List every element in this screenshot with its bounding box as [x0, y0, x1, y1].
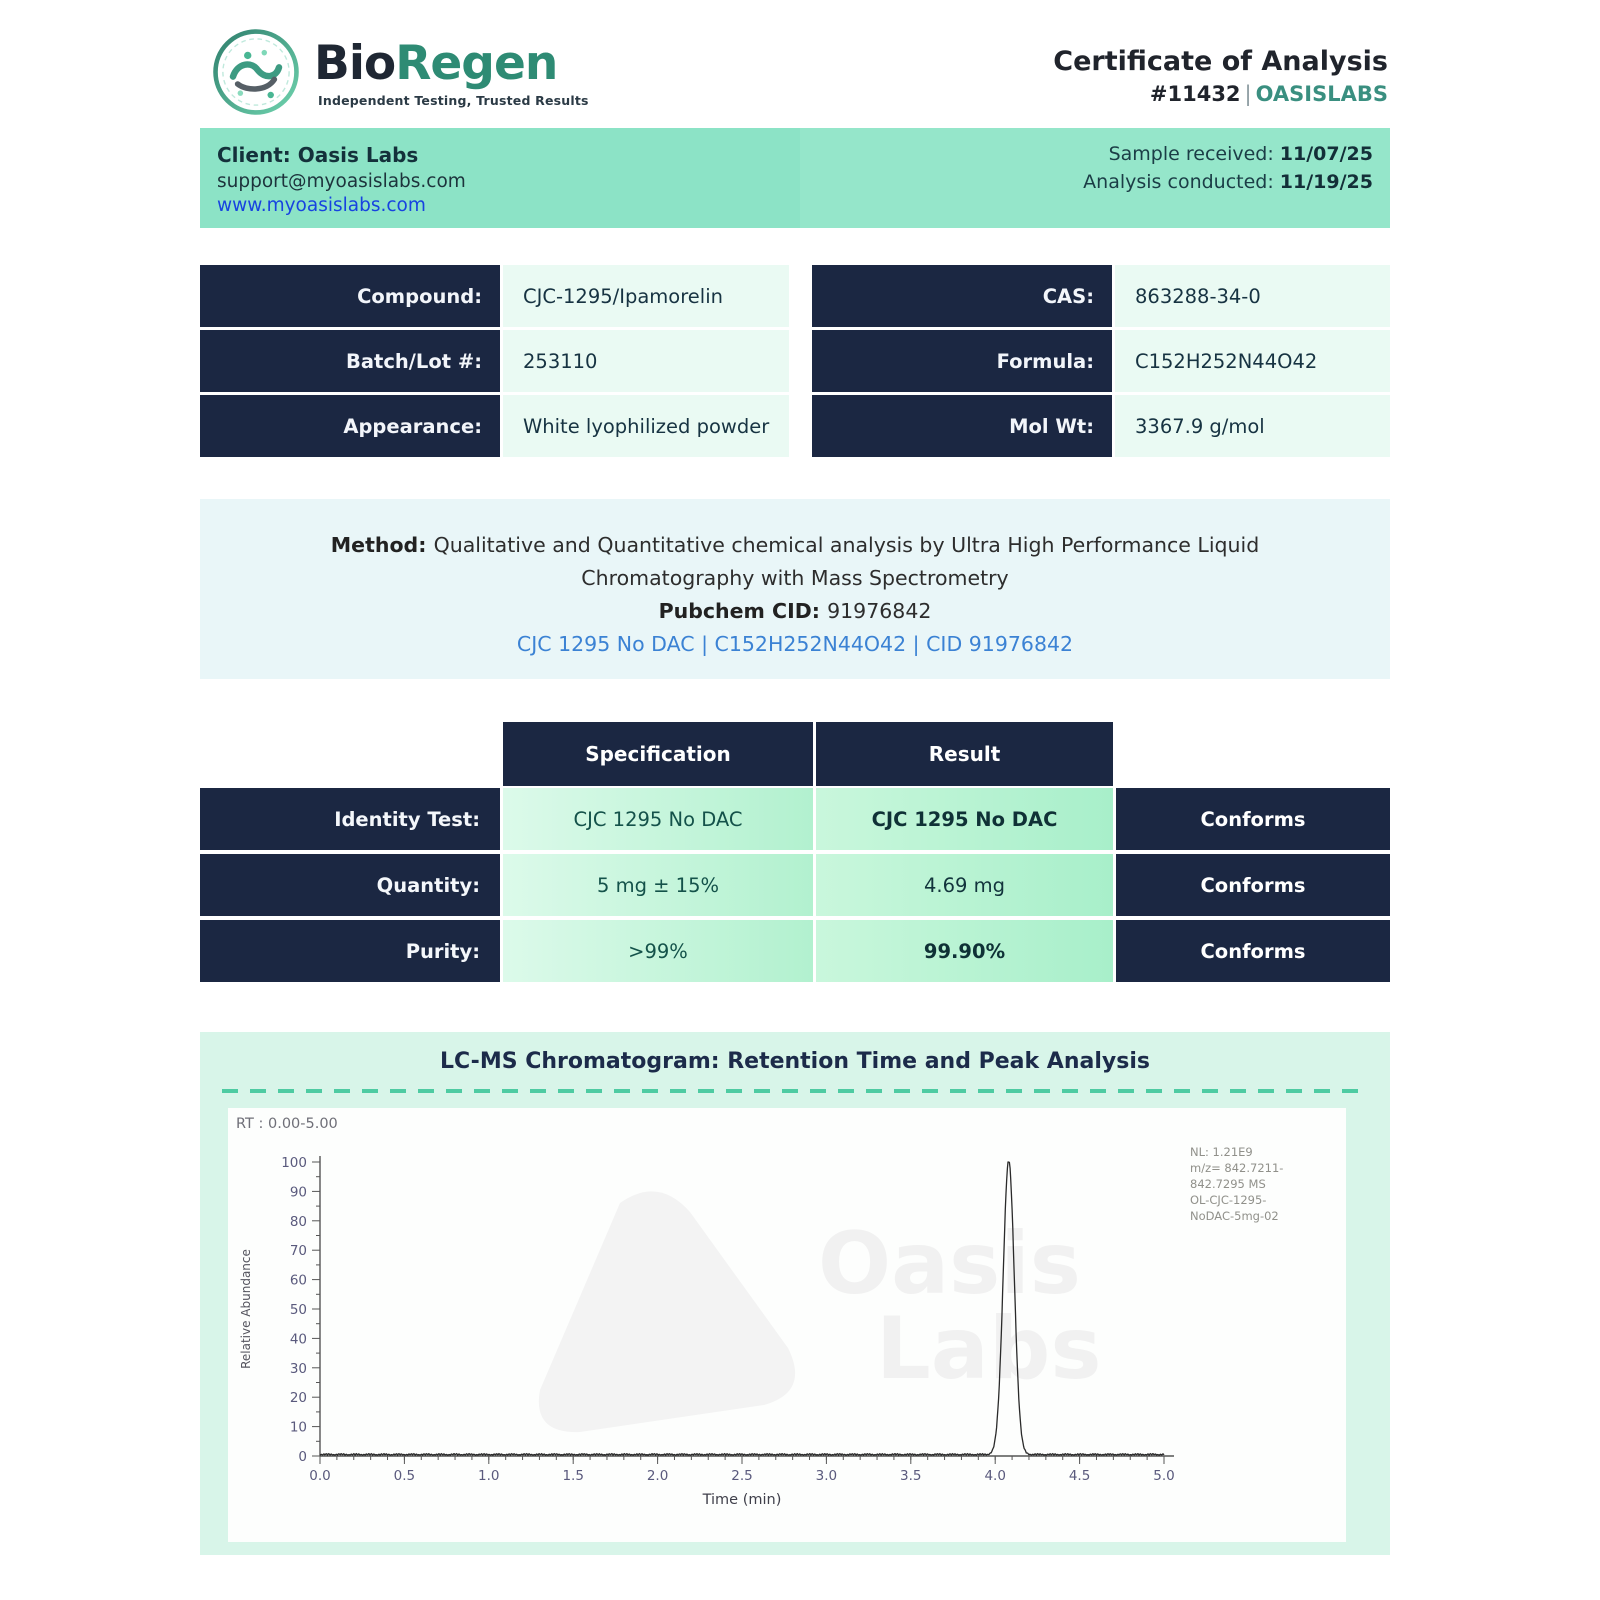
- client-email: support@myoasislabs.com: [217, 171, 466, 192]
- pubchem-link[interactable]: CJC 1295 No DAC | C152H252N44O42 | CID 91976842: [516, 632, 1074, 656]
- svg-text:Oasis: Oasis: [818, 1214, 1081, 1314]
- pubchem-value: 91976842: [827, 599, 932, 623]
- spec-header-spacer-left: [200, 722, 500, 786]
- analysis-conducted-date: 11/19/25: [1279, 171, 1373, 193]
- purity-spec: >99%: [503, 920, 813, 982]
- svg-text:0.0: 0.0: [309, 1468, 331, 1484]
- svg-text:40: 40: [289, 1331, 307, 1348]
- spec-header-specification: Specification: [503, 722, 813, 786]
- brand-tagline: Independent Testing, Trusted Results: [318, 93, 589, 108]
- method-description: [320, 529, 1270, 595]
- svg-text:Labs: Labs: [876, 1299, 1102, 1399]
- identity-test-spec: CJC 1295 No DAC: [503, 788, 813, 850]
- svg-text:80: 80: [289, 1213, 307, 1230]
- purity-status: Conforms: [1116, 920, 1390, 982]
- spec-header-spacer-right: [1116, 722, 1390, 786]
- sample-received-label: Sample received:: [1108, 143, 1280, 165]
- pubchem-label: Pubchem CID:: [658, 599, 828, 623]
- svg-text:70: 70: [289, 1243, 307, 1260]
- svg-text:4.0: 4.0: [984, 1468, 1006, 1484]
- formula-label: Formula:: [812, 330, 1112, 392]
- cas-label: CAS:: [812, 265, 1112, 327]
- svg-text:0.5: 0.5: [393, 1468, 416, 1484]
- analysis-dates: [800, 128, 1390, 228]
- svg-text:30: 30: [289, 1360, 307, 1377]
- svg-text:842.7295 MS: 842.7295 MS: [1190, 1177, 1266, 1191]
- coa-title: Certificate of Analysis: [1053, 46, 1388, 77]
- compound-value: CJC-1295/Ipamorelin: [503, 265, 789, 327]
- chemical-info-table: [812, 265, 1390, 457]
- svg-text:1.0: 1.0: [478, 1468, 500, 1484]
- svg-text:90: 90: [289, 1184, 307, 1201]
- sample-received-line: [800, 143, 1373, 165]
- bioregen-logo-icon: [210, 26, 302, 122]
- svg-text:100: 100: [281, 1155, 307, 1171]
- coa-header: [1053, 46, 1388, 106]
- method-label: Method:: [330, 533, 434, 557]
- quantity-status: Conforms: [1116, 854, 1390, 916]
- svg-text:10: 10: [289, 1419, 307, 1436]
- compound-label: Compound:: [200, 265, 500, 327]
- specification-table: [200, 722, 1390, 982]
- appearance-label: Appearance:: [200, 395, 500, 457]
- formula-value: C152H252N44O42: [1115, 330, 1390, 392]
- brand-text: [314, 36, 589, 108]
- identity-test-result: CJC 1295 No DAC: [816, 788, 1113, 850]
- appearance-value: White lyophilized powder: [503, 395, 789, 457]
- svg-text:RT : 0.00-5.00: RT : 0.00-5.00: [236, 1116, 338, 1132]
- svg-text:0: 0: [298, 1449, 307, 1465]
- method-text: Qualitative and Quantitative chemical analysis by Ultra High Performance Liquid Chromatography with Mass Spectrometry: [433, 533, 1260, 590]
- svg-text:NL: 1.21E9: NL: 1.21E9: [1190, 1145, 1253, 1159]
- coa-number: #11432: [1149, 82, 1241, 107]
- svg-text:60: 60: [289, 1272, 307, 1289]
- svg-text:5.0: 5.0: [1153, 1468, 1175, 1484]
- purity-result: 99.90%: [816, 920, 1113, 982]
- quantity-result: 4.69 mg: [816, 854, 1113, 916]
- svg-text:NoDAC-5mg-02: NoDAC-5mg-02: [1190, 1209, 1279, 1223]
- identity-test-label: Identity Test:: [200, 788, 500, 850]
- client-website-link[interactable]: www.myoasislabs.com: [217, 195, 426, 216]
- svg-text:Time (min): Time (min): [702, 1492, 782, 1508]
- compound-info-table: [200, 265, 789, 457]
- molwt-label: Mol Wt:: [812, 395, 1112, 457]
- bioregen-logo: [210, 26, 589, 122]
- sample-received-date: 11/07/25: [1279, 143, 1373, 165]
- cas-value: 863288-34-0: [1115, 265, 1390, 327]
- client-bar: [200, 128, 1390, 228]
- client-info: [200, 128, 800, 228]
- batch-label: Batch/Lot #:: [200, 330, 500, 392]
- quantity-spec: 5 mg ± 15%: [503, 854, 813, 916]
- purity-label: Purity:: [200, 920, 500, 982]
- chromatogram-section: [200, 1032, 1390, 1555]
- brand-bio: Bio: [314, 36, 396, 91]
- svg-text:OL-CJC-1295-: OL-CJC-1295-: [1190, 1193, 1267, 1207]
- dashed-divider: [222, 1089, 1368, 1093]
- quantity-label: Quantity:: [200, 854, 500, 916]
- method-section: [200, 499, 1390, 679]
- molwt-value: 3367.9 g/mol: [1115, 395, 1390, 457]
- svg-text:20: 20: [289, 1390, 307, 1407]
- chromatogram-title: LC-MS Chromatogram: Retention Time and Peak Analysis: [440, 1049, 1150, 1074]
- svg-text:4.5: 4.5: [1068, 1468, 1091, 1484]
- svg-text:2.0: 2.0: [646, 1468, 669, 1484]
- svg-text:3.5: 3.5: [900, 1468, 922, 1484]
- client-name: Client: Oasis Labs: [217, 143, 419, 167]
- batch-value: 253110: [503, 330, 789, 392]
- coa-org: OASISLABS: [1255, 82, 1388, 107]
- analysis-conducted-line: [800, 171, 1373, 193]
- spec-header-result: Result: [816, 722, 1113, 786]
- svg-text:Relative Abundance: Relative Abundance: [239, 1249, 253, 1369]
- pubchem-line: [320, 595, 1270, 628]
- chromatogram-svg: [228, 1108, 1346, 1542]
- svg-text:2.5: 2.5: [731, 1468, 753, 1484]
- brand-regen: Regen: [395, 36, 558, 91]
- coa-separator: |: [1244, 82, 1252, 107]
- identity-test-status: Conforms: [1116, 788, 1390, 850]
- svg-text:3.0: 3.0: [815, 1468, 838, 1484]
- analysis-conducted-label: Analysis conducted:: [1083, 171, 1280, 193]
- svg-text:1.5: 1.5: [562, 1468, 584, 1484]
- chromatogram-plot: [228, 1108, 1346, 1542]
- svg-text:50: 50: [289, 1302, 307, 1318]
- svg-text:m/z= 842.7211-: m/z= 842.7211-: [1190, 1161, 1284, 1175]
- coa-subtitle: [1053, 82, 1388, 106]
